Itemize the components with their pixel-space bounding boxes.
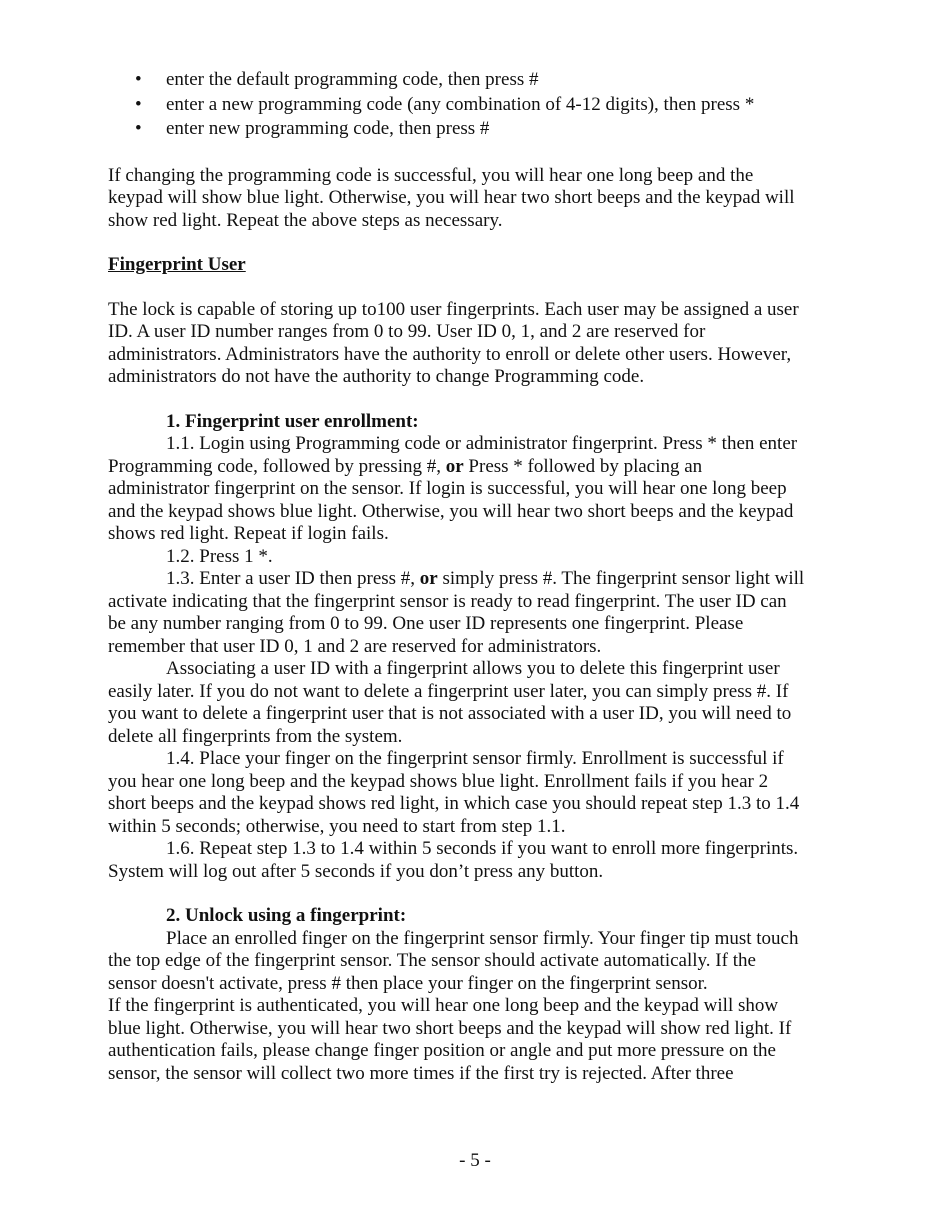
change-result-paragraph: If changing the programming code is successful, you will hear one long beep and the keypad will show blue light. Otherwise, you will hear two short beeps and the keypad will show red light. Repeat the above steps as necessary. — [108, 164, 795, 231]
capacity-paragraph: The lock is capable of storing up to100 user fingerprints. Each user may be assigned a user ID. A user ID number ranges from 0 to 99. User ID 0, 1, and 2 are reserved for administrators. Administrators have the authority to enroll or delete other users. However, administrators do not have the authority to change Programming code. — [108, 298, 799, 387]
step-1-1-paragraph: 1.1. Login using Programming code or administrator fingerprint. Press * then enter Programming code, followed by pressing #, or Press * followed by placing an administrator fingerprint on the sensor. If login is successful, you will hear one long beep and the keypad shows blue light. Otherwise, you will hear two short beeps and the keypad shows red light. Repeat if login fails. — [108, 433, 798, 544]
associating-paragraph: Associating a user ID with a fingerprint allows you to delete this fingerprint user easily later. If you do not want to delete a fingerprint user later, you can simply press #. If you want to delete a fingerprint user that is not associated with a user ID, you will need to delete all fingerprints from the system. — [108, 658, 792, 747]
list-item-text: enter new programming code, then press # — [166, 118, 490, 139]
step-1-3-paragraph: 1.3. Enter a user ID then press #, or simply press #. The fingerprint sensor light will activate indicating that the fingerprint sensor is ready to read fingerprint. The user ID can be any number ranging from 0 to 99. One user ID represents one fingerprint. Please remember that user ID 0, 1 and 2 are reserved for administrators. — [108, 568, 805, 657]
step-1-4-paragraph: 1.4. Place your finger on the fingerprint sensor firmly. Enrollment is successful if you hear one long beep and the keypad shows blue light. Enrollment fails if you hear 2 short beeps and the keypad shows red light, in which case you should repeat step 1.3 to 1.4 within 5 seconds; otherwise, you need to start from step 1.1. — [108, 748, 800, 837]
bullet-icon: • — [135, 93, 142, 115]
page-number: - 5 - — [459, 1150, 491, 1171]
or-emphasis: or — [419, 568, 438, 589]
list-item-text: enter the default programming code, then press # — [166, 69, 539, 90]
list-item — [108, 118, 808, 143]
list-item — [108, 94, 808, 119]
enrollment-subheading: 1. Fingerprint user enrollment: — [166, 410, 419, 432]
step-1-2-paragraph: 1.2. Press 1 *. — [166, 545, 273, 567]
step-1-6-paragraph: 1.6. Repeat step 1.3 to 1.4 within 5 seconds if you want to enroll more fingerprints. System will log out after 5 seconds if you don’t press any button. — [108, 838, 799, 882]
section-heading-fingerprint-user: Fingerprint User — [108, 254, 246, 275]
list-item — [108, 69, 808, 94]
unlock-subheading: 2. Unlock using a fingerprint: — [166, 905, 407, 926]
or-emphasis: or — [445, 455, 464, 477]
bullet-icon: • — [135, 69, 142, 90]
unlock-paragraph-1: Place an enrolled finger on the fingerprint sensor firmly. Your finger tip must touch the top edge of the fingerprint sensor. The sensor should activate automatically. If the sensor doesn't activate, press # then place your finger on the fingerprint sensor. — [108, 927, 799, 994]
page-content — [108, 69, 808, 1085]
unlock-paragraph-2: If the fingerprint is authenticated, you will hear one long beep and the keypad will show blue light. Otherwise, you will hear two short beeps and the keypad will show red light. If authentication fails, please change finger position or angle and put more pressure on the sensor, the sensor will collect two more times if the first try is rejected. After three — [108, 995, 792, 1084]
programming-steps-list — [108, 69, 808, 143]
bullet-icon: • — [135, 118, 142, 139]
list-item-text: enter a new programming code (any combination of 4-12 digits), then press * — [166, 93, 755, 115]
